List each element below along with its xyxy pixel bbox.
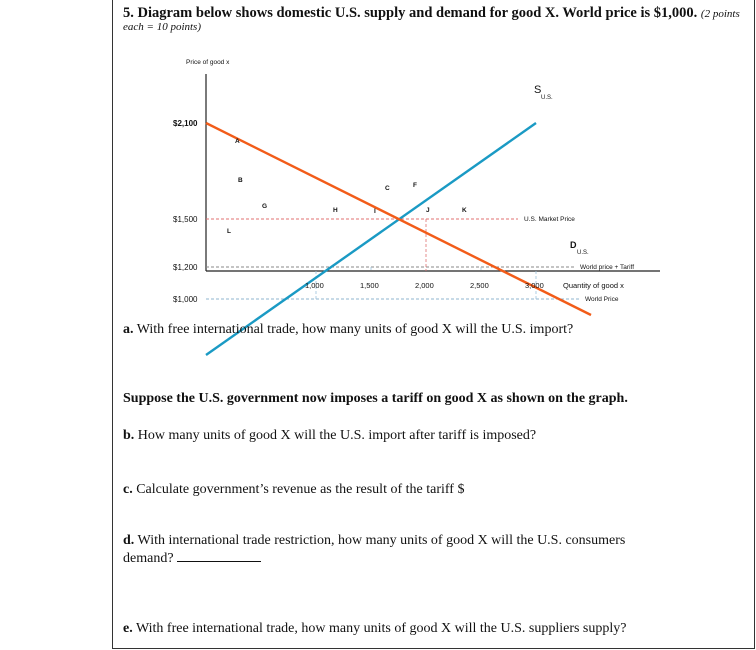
question-b: b. How many units of good X will the U.S. import after tariff is imposed? xyxy=(123,428,537,443)
y-tick-label: $1,000 xyxy=(173,295,198,304)
supply-label: S xyxy=(534,84,542,96)
question-e: e. With free international trade, how many units of good X will the U.S. suppliers supply? xyxy=(123,621,627,636)
x-tick-label: 1,000 xyxy=(305,281,324,290)
demand-label: D xyxy=(570,240,577,250)
answer-blank[interactable] xyxy=(177,549,261,562)
question-c: c. Calculate government’s revenue as the result of the tariff $ xyxy=(123,482,465,497)
x-tick-label: 3,000 xyxy=(525,281,544,290)
region-label: B xyxy=(238,177,243,184)
reference-line-label: U.S. Market Price xyxy=(524,216,575,223)
reference-line-label: World Price xyxy=(585,296,619,303)
region-label: H xyxy=(333,207,338,214)
y-axis-title: Price of good x xyxy=(186,59,230,66)
region-label: G xyxy=(262,203,268,210)
y-tick-label: $1,500 xyxy=(173,215,198,224)
y-tick-label: $1,200 xyxy=(173,263,198,272)
x-tick-label: 1,500 xyxy=(360,281,379,290)
points-note: (2 points xyxy=(700,8,740,20)
x-axis-title: Quantity of good x xyxy=(563,281,624,290)
region-label: K xyxy=(462,207,467,214)
x-tick-label: 2,500 xyxy=(470,281,489,290)
region-label: C xyxy=(385,185,390,192)
question-d: d. With international trade restriction, how many units of good X will the U.S. consumers demand? xyxy=(123,533,626,566)
region-label: J xyxy=(426,207,430,214)
reference-line-label: World price + Tariff xyxy=(580,264,635,271)
question-title: 5. Diagram below shows domestic U.S. supply and demand for good X. World price is $1,000. (2 points xyxy=(123,5,740,21)
region-label: I xyxy=(374,208,376,215)
region-label: A xyxy=(235,138,240,145)
demand-sub-label: U.S. xyxy=(577,250,589,256)
points-note-cont: each = 10 points) xyxy=(123,21,201,33)
question-a: a. With free international trade, how many units of good X will the U.S. import? xyxy=(123,322,574,337)
x-tick-label: 2,000 xyxy=(415,281,434,290)
supply-demand-chart xyxy=(0,40,756,340)
supply-curve xyxy=(206,123,536,355)
y-tick-label: $2,100 xyxy=(173,119,198,128)
region-label: L xyxy=(227,228,231,235)
tariff-intro: Suppose the U.S. government now imposes a tariff on good X as shown on the graph. xyxy=(123,391,628,406)
region-label: F xyxy=(413,182,417,189)
supply-sub-label: U.S. xyxy=(541,95,553,101)
